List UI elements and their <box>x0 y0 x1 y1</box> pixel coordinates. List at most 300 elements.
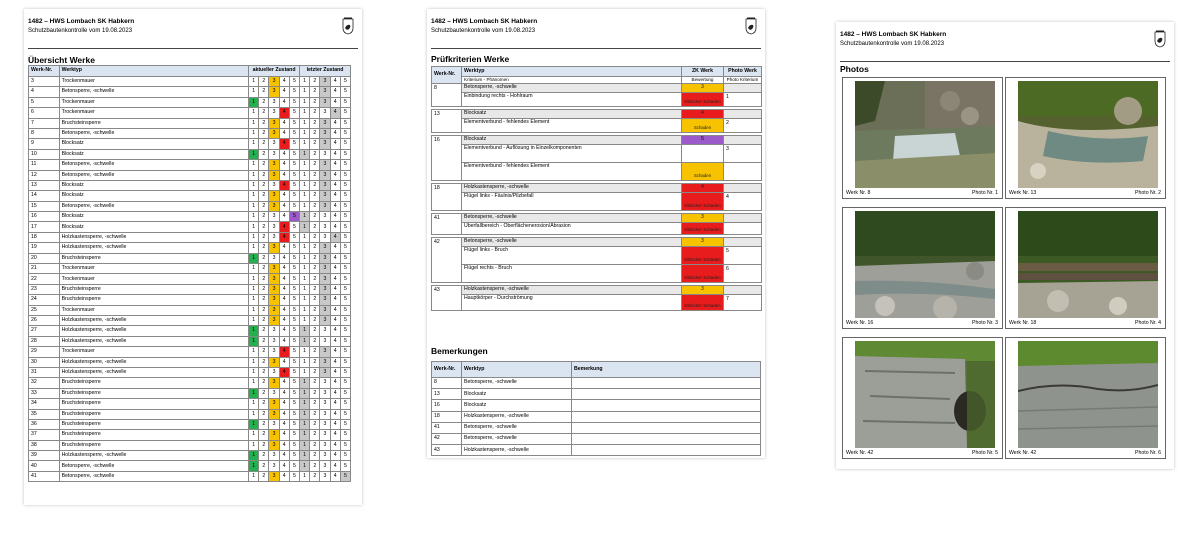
last-state-cell: 1 <box>300 87 310 97</box>
table-row <box>29 430 351 440</box>
werk-type: Bruchsteinsperre <box>59 378 248 388</box>
last-state-cell: 2 <box>310 336 320 346</box>
current-state-cell: 4 <box>279 409 289 419</box>
werk-type: Trockenmauer <box>59 347 248 357</box>
werk-type: Blocksatz <box>59 212 248 222</box>
last-state-cell: 1 <box>300 419 310 429</box>
current-state-cell: 3 <box>269 419 279 429</box>
current-state-cell: 3 <box>269 336 279 346</box>
werk-type: Holzkastensperre, -schwelle <box>59 232 248 242</box>
table-row <box>29 108 351 118</box>
table-row <box>29 149 351 159</box>
werk-nr: 23 <box>29 284 60 294</box>
current-state-cell: 5 <box>289 232 299 242</box>
current-state-cell: 1 <box>249 180 259 190</box>
current-state-cell: 5 <box>289 222 299 232</box>
last-state-cell: 1 <box>300 253 310 263</box>
last-state-cell: 1 <box>300 212 310 222</box>
criterion-phenomenon: Flügel links - Bruch <box>462 247 682 265</box>
last-state-cell: 1 <box>300 336 310 346</box>
werk-type: Trockenmauer <box>59 97 248 107</box>
current-state-cell: 2 <box>259 97 269 107</box>
werk-type: Trockenmauer <box>59 264 248 274</box>
current-state-cell: 1 <box>249 77 259 87</box>
werk-nr: 20 <box>29 253 60 263</box>
current-state-cell: 3 <box>269 347 279 357</box>
current-state-cell: 5 <box>289 367 299 377</box>
current-state-cell: 3 <box>269 139 279 149</box>
last-state-cell: 4 <box>330 139 340 149</box>
werk-type: Betonsperre, -schwelle <box>59 471 248 481</box>
table-row <box>29 419 351 429</box>
last-state-cell: 1 <box>300 170 310 180</box>
current-state-cell: 4 <box>279 305 289 315</box>
last-state-cell: 5 <box>340 160 350 170</box>
last-state-cell: 4 <box>330 149 340 159</box>
current-state-cell: 4 <box>279 419 289 429</box>
werk-nr: 16 <box>29 212 60 222</box>
current-state-cell: 3 <box>269 274 279 284</box>
current-state-cell: 4 <box>279 264 289 274</box>
last-state-cell: 5 <box>340 461 350 471</box>
last-state-cell: 4 <box>330 118 340 128</box>
current-state-cell: 2 <box>259 243 269 253</box>
current-state-cell: 3 <box>269 295 279 305</box>
last-state-cell: 4 <box>330 336 340 346</box>
criterion-row <box>432 223 762 235</box>
table-row <box>29 326 351 336</box>
last-state-cell: 5 <box>340 357 350 367</box>
criterion-phenomenon: Flügel links - Fäulnis/Pilzbefall <box>462 193 682 211</box>
current-state-cell: 5 <box>289 118 299 128</box>
last-state-cell: 5 <box>340 253 350 263</box>
last-state-cell: 3 <box>320 77 330 87</box>
current-state-cell: 4 <box>279 378 289 388</box>
last-state-cell: 4 <box>330 357 340 367</box>
werk-type: Betonsperre, -schwelle <box>59 128 248 138</box>
current-state-cell: 4 <box>279 274 289 284</box>
remarks-section-title: Bemerkungen <box>431 346 488 356</box>
last-state-cell: 4 <box>330 170 340 180</box>
last-state-cell: 2 <box>310 180 320 190</box>
last-state-cell: 5 <box>340 139 350 149</box>
last-state-cell: 3 <box>320 295 330 305</box>
photo-werk-caption: Werk Nr. 42 <box>1009 450 1037 456</box>
photo-werk-caption: Werk Nr. 18 <box>1009 320 1037 326</box>
last-state-cell: 3 <box>320 128 330 138</box>
current-state-cell: 1 <box>249 347 259 357</box>
current-state-cell: 1 <box>249 326 259 336</box>
last-state-cell: 2 <box>310 378 320 388</box>
last-state-cell: 3 <box>320 315 330 325</box>
last-state-cell: 3 <box>320 191 330 201</box>
last-state-cell: 2 <box>310 461 320 471</box>
werk-nr: 13 <box>29 180 60 190</box>
last-state-cell: 5 <box>340 264 350 274</box>
photo-ref-empty <box>724 84 762 93</box>
current-state-cell: 2 <box>259 201 269 211</box>
current-state-cell: 3 <box>269 149 279 159</box>
photo-werk-caption: Werk Nr. 13 <box>1009 190 1037 196</box>
col-header-zk: ZK Werk <box>682 67 724 77</box>
werk-type: Bruchsteinsperre <box>59 253 248 263</box>
werk-nr: 21 <box>29 264 60 274</box>
col-header-nr: Werk-Nr. <box>432 362 462 378</box>
criteria-group-row <box>432 238 762 247</box>
photo-number-caption: Photo Nr. 1 <box>972 190 998 196</box>
current-state-cell: 4 <box>279 201 289 211</box>
current-state-cell: 5 <box>289 201 299 211</box>
last-state-cell: 5 <box>340 419 350 429</box>
last-state-cell: 5 <box>340 108 350 118</box>
criterion-rating-text: kritischer Schaden <box>684 303 721 309</box>
current-state-cell: 1 <box>249 388 259 398</box>
werk-nr: 6 <box>29 108 60 118</box>
photo-ref <box>724 163 762 181</box>
last-state-cell: 2 <box>310 191 320 201</box>
werk-nr: 13 <box>432 389 462 400</box>
last-state-cell: 3 <box>320 451 330 461</box>
werk-nr: 40 <box>29 461 60 471</box>
photo-number-caption: Photo Nr. 6 <box>1135 450 1161 456</box>
last-state-cell: 3 <box>320 274 330 284</box>
current-state-cell: 5 <box>289 264 299 274</box>
photo-number-caption: Photo Nr. 4 <box>1135 320 1161 326</box>
last-state-cell: 2 <box>310 232 320 242</box>
last-state-cell: 3 <box>320 388 330 398</box>
last-state-cell: 4 <box>330 97 340 107</box>
current-state-cell: 4 <box>279 97 289 107</box>
current-state-cell: 5 <box>289 378 299 388</box>
last-state-cell: 1 <box>300 201 310 211</box>
criterion-row <box>432 145 762 163</box>
last-state-cell: 4 <box>330 201 340 211</box>
last-state-cell: 2 <box>310 347 320 357</box>
col-subheader-rating: Bewertung <box>682 77 724 84</box>
werk-type: Bruchsteinsperre <box>59 399 248 409</box>
zk-rating: 5 <box>682 136 724 145</box>
current-state-cell: 5 <box>289 212 299 222</box>
current-state-cell: 5 <box>289 357 299 367</box>
werk-nr: 29 <box>29 347 60 357</box>
last-state-cell: 1 <box>300 243 310 253</box>
remark <box>572 433 761 444</box>
werk-nr: 39 <box>29 451 60 461</box>
col-subheader-criterion: Kriterium - Phänomen <box>462 77 682 84</box>
last-state-cell: 1 <box>300 461 310 471</box>
current-state-cell: 2 <box>259 461 269 471</box>
criterion-row <box>432 163 762 181</box>
last-state-cell: 2 <box>310 212 320 222</box>
werk-nr: 8 <box>432 378 462 389</box>
current-state-cell: 2 <box>259 315 269 325</box>
col-header-nr: Werk-Nr. <box>432 67 462 84</box>
table-row <box>432 433 761 444</box>
criterion-rating <box>682 193 724 211</box>
last-state-cell: 2 <box>310 399 320 409</box>
last-state-cell: 3 <box>320 201 330 211</box>
col-subheader-photo: Photo Kriterium <box>724 77 762 84</box>
last-state-cell: 4 <box>330 264 340 274</box>
last-state-cell: 2 <box>310 108 320 118</box>
current-state-cell: 5 <box>289 97 299 107</box>
last-state-cell: 3 <box>320 253 330 263</box>
current-state-cell: 3 <box>269 243 279 253</box>
last-state-cell: 5 <box>340 399 350 409</box>
werk-type: Betonsperre, -schwelle <box>462 378 572 389</box>
current-state-cell: 1 <box>249 461 259 471</box>
last-state-cell: 5 <box>340 232 350 242</box>
current-state-cell: 5 <box>289 409 299 419</box>
current-state-cell: 5 <box>289 471 299 481</box>
current-state-cell: 1 <box>249 253 259 263</box>
current-state-cell: 3 <box>269 97 279 107</box>
last-state-cell: 3 <box>320 409 330 419</box>
last-state-cell: 1 <box>300 357 310 367</box>
current-state-cell: 3 <box>269 201 279 211</box>
current-state-cell: 2 <box>259 347 269 357</box>
current-state-cell: 5 <box>289 284 299 294</box>
current-state-cell: 4 <box>279 222 289 232</box>
current-state-cell: 4 <box>279 128 289 138</box>
table-row <box>29 232 351 242</box>
criteria-group-row <box>432 84 762 93</box>
last-state-cell: 2 <box>310 118 320 128</box>
last-state-cell: 5 <box>340 87 350 97</box>
last-state-cell: 2 <box>310 284 320 294</box>
current-state-cell: 3 <box>269 108 279 118</box>
table-row <box>29 128 351 138</box>
photo-werk-caption: Werk Nr. 16 <box>846 320 874 326</box>
current-state-cell: 4 <box>279 315 289 325</box>
photo-cell <box>842 77 1003 199</box>
current-state-cell: 2 <box>259 451 269 461</box>
photo-image <box>855 81 995 188</box>
werk-type: Betonsperre, -schwelle <box>462 84 682 93</box>
table-row <box>29 315 351 325</box>
photo-ref-empty <box>724 184 762 193</box>
last-state-cell: 2 <box>310 128 320 138</box>
page-overview <box>24 9 362 505</box>
last-state-cell: 5 <box>340 388 350 398</box>
last-state-cell: 2 <box>310 264 320 274</box>
current-state-cell: 3 <box>269 128 279 138</box>
criterion-phenomenon: Hauptkörper - Durchströmung <box>462 295 682 311</box>
current-state-cell: 5 <box>289 77 299 87</box>
last-state-cell: 2 <box>310 471 320 481</box>
werk-nr: 43 <box>432 286 462 311</box>
werk-type: Holzkastensperre, -schwelle <box>59 451 248 461</box>
last-state-cell: 1 <box>300 315 310 325</box>
last-state-cell: 4 <box>330 326 340 336</box>
last-state-cell: 3 <box>320 170 330 180</box>
current-state-cell: 3 <box>269 180 279 190</box>
current-state-cell: 5 <box>289 451 299 461</box>
last-state-cell: 5 <box>340 118 350 128</box>
table-row <box>432 400 761 411</box>
werk-type: Betonsperre, -schwelle <box>462 214 682 223</box>
photo-ref: 7 <box>724 295 762 311</box>
current-state-cell: 1 <box>249 274 259 284</box>
overview-section-title: Übersicht Werke <box>28 55 95 65</box>
current-state-cell: 1 <box>249 378 259 388</box>
current-state-cell: 5 <box>289 139 299 149</box>
table-row <box>432 445 761 456</box>
zk-rating: 3 <box>682 214 724 223</box>
last-state-cell: 3 <box>320 357 330 367</box>
current-state-cell: 2 <box>259 367 269 377</box>
current-state-cell: 4 <box>279 180 289 190</box>
last-state-cell: 4 <box>330 77 340 87</box>
werk-type: Blocksatz <box>462 110 682 119</box>
current-state-cell: 1 <box>249 284 259 294</box>
werk-nr: 17 <box>29 222 60 232</box>
werk-nr: 42 <box>432 433 462 444</box>
werk-type: Betonsperre, -schwelle <box>59 170 248 180</box>
werk-nr: 7 <box>29 118 60 128</box>
last-state-cell: 2 <box>310 149 320 159</box>
werk-type: Betonsperre, -schwelle <box>462 433 572 444</box>
table-row <box>432 389 761 400</box>
current-state-cell: 1 <box>249 212 259 222</box>
criterion-rating-text: Schaden <box>693 173 712 179</box>
last-state-cell: 5 <box>340 180 350 190</box>
photo-row <box>842 77 1168 199</box>
table-row <box>29 367 351 377</box>
current-state-cell: 2 <box>259 108 269 118</box>
werk-type: Bruchsteinsperre <box>59 419 248 429</box>
current-state-cell: 4 <box>279 149 289 159</box>
last-state-cell: 5 <box>340 378 350 388</box>
last-state-cell: 2 <box>310 170 320 180</box>
photo-ref-empty <box>724 238 762 247</box>
col-header-type: Werktyp <box>462 67 682 77</box>
werk-nr: 16 <box>432 400 462 411</box>
last-state-cell: 1 <box>300 128 310 138</box>
last-state-cell: 3 <box>320 326 330 336</box>
table-row <box>29 180 351 190</box>
werk-nr: 41 <box>432 214 462 235</box>
last-state-cell: 2 <box>310 77 320 87</box>
last-state-cell: 5 <box>340 336 350 346</box>
last-state-cell: 1 <box>300 274 310 284</box>
last-state-cell: 4 <box>330 295 340 305</box>
photo-ref: 6 <box>724 265 762 283</box>
current-state-cell: 2 <box>259 295 269 305</box>
remark <box>572 445 761 456</box>
current-state-cell: 4 <box>279 87 289 97</box>
werk-type: Holzkastensperre, -schwelle <box>462 411 572 422</box>
photo-ref <box>724 223 762 235</box>
coat-of-arms-icon <box>745 17 757 35</box>
criterion-rating-text: kritischer Schaden <box>684 227 721 233</box>
photo-cell <box>1005 337 1166 459</box>
current-state-cell: 5 <box>289 253 299 263</box>
last-state-cell: 3 <box>320 471 330 481</box>
werk-nr: 5 <box>29 97 60 107</box>
report-subtitle: Schutzbautenkontrolle vom 19.08.2023 <box>840 41 945 47</box>
werk-type: Bruchsteinsperre <box>59 295 248 305</box>
current-state-cell: 3 <box>269 378 279 388</box>
werk-type: Blocksatz <box>59 191 248 201</box>
last-state-cell: 1 <box>300 451 310 461</box>
photo-row <box>842 337 1168 459</box>
col-header-current: aktueller Zustand <box>249 66 300 77</box>
photos-section-title: Photos <box>840 64 869 74</box>
criterion-phenomenon: Flügel rechts - Bruch <box>462 265 682 283</box>
overview-table <box>28 65 351 482</box>
current-state-cell: 5 <box>289 347 299 357</box>
current-state-cell: 2 <box>259 139 269 149</box>
werk-type: Holzkastensperre, -schwelle <box>462 184 682 193</box>
photo-rocks-image <box>855 211 995 318</box>
werk-nr: 18 <box>432 184 462 211</box>
last-state-cell: 4 <box>330 305 340 315</box>
criteria-group-row <box>432 286 762 295</box>
werk-type: Betonsperre, -schwelle <box>462 238 682 247</box>
werk-type: Bruchsteinsperre <box>59 409 248 419</box>
werk-nr: 18 <box>432 411 462 422</box>
table-row <box>29 461 351 471</box>
photo-image <box>855 211 995 318</box>
last-state-cell: 2 <box>310 87 320 97</box>
werk-nr: 41 <box>432 422 462 433</box>
last-state-cell: 1 <box>300 232 310 242</box>
current-state-cell: 4 <box>279 170 289 180</box>
current-state-cell: 3 <box>269 118 279 128</box>
last-state-cell: 2 <box>310 357 320 367</box>
werk-nr: 11 <box>29 160 60 170</box>
photo-concrete-image <box>855 341 995 448</box>
last-state-cell: 2 <box>310 201 320 211</box>
current-state-cell: 1 <box>249 118 259 128</box>
last-state-cell: 1 <box>300 295 310 305</box>
werk-nr: 8 <box>432 84 462 107</box>
last-state-cell: 4 <box>330 367 340 377</box>
current-state-cell: 4 <box>279 451 289 461</box>
last-state-cell: 2 <box>310 139 320 149</box>
current-state-cell: 3 <box>269 170 279 180</box>
criterion-rating-text: Schaden <box>693 125 712 131</box>
last-state-cell: 5 <box>340 170 350 180</box>
table-row <box>432 378 761 389</box>
last-state-cell: 5 <box>340 77 350 87</box>
werk-type: Betonsperre, -schwelle <box>59 87 248 97</box>
werk-type: Blocksatz <box>462 136 682 145</box>
current-state-cell: 2 <box>259 222 269 232</box>
last-state-cell: 4 <box>330 440 340 450</box>
current-state-cell: 4 <box>279 253 289 263</box>
last-state-cell: 3 <box>320 461 330 471</box>
last-state-cell: 5 <box>340 305 350 315</box>
current-state-cell: 5 <box>289 191 299 201</box>
last-state-cell: 5 <box>340 201 350 211</box>
current-state-cell: 1 <box>249 243 259 253</box>
current-state-cell: 1 <box>249 315 259 325</box>
werk-nr: 33 <box>29 388 60 398</box>
werk-nr: 13 <box>432 110 462 133</box>
last-state-cell: 3 <box>320 232 330 242</box>
werk-nr: 41 <box>29 471 60 481</box>
werk-nr: 8 <box>29 128 60 138</box>
current-state-cell: 5 <box>289 108 299 118</box>
criterion-rating <box>682 265 724 283</box>
photo-ref-empty <box>724 110 762 119</box>
current-state-cell: 4 <box>279 191 289 201</box>
werk-type: Holzkastensperre, -schwelle <box>462 445 572 456</box>
current-state-cell: 2 <box>259 388 269 398</box>
werk-nr: 34 <box>29 399 60 409</box>
